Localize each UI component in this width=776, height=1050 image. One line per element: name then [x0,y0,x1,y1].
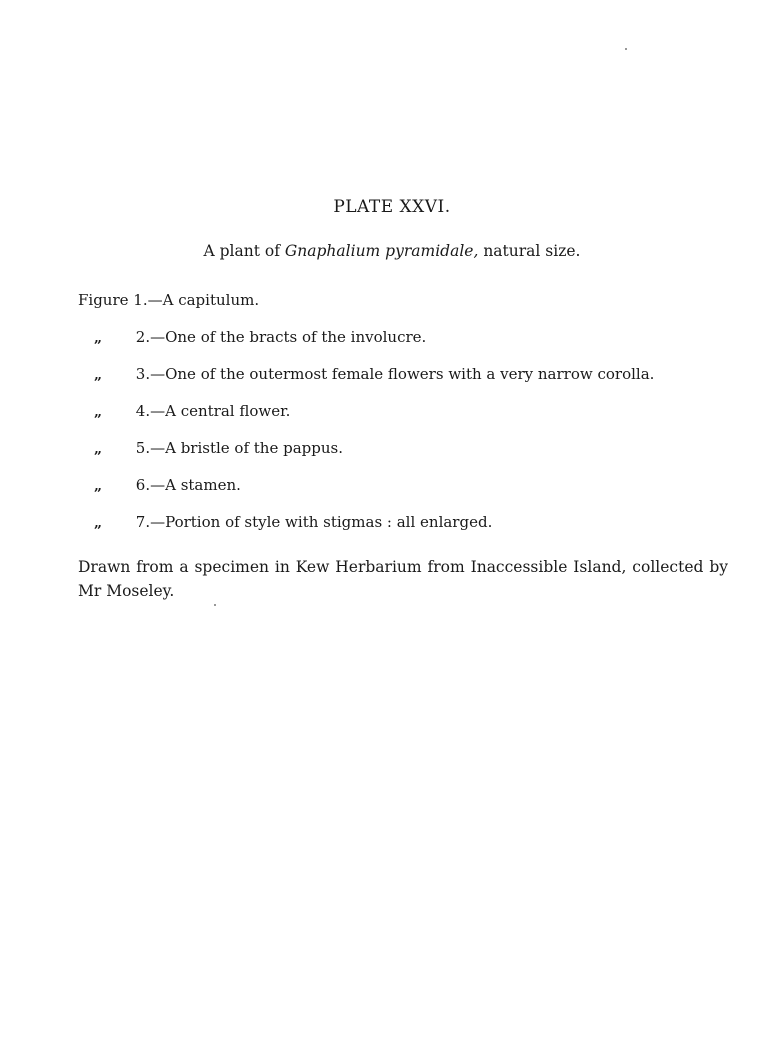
figure-line [78,475,738,512]
figure-text: 4.—A central flower. [135,402,291,420]
plate-title: PLATE XXVI. [333,197,451,217]
note-line-2: Mr Moseley. [78,582,175,600]
ditto-mark: „ [94,404,103,420]
page-speck [625,48,627,50]
ditto-mark: „ [94,478,103,494]
figure-line [78,364,738,401]
ditto-mark: „ [94,515,103,531]
ditto-mark: „ [94,441,103,457]
figure-line [78,327,738,364]
figure-text: 3.—One of the outermost female flowers with a very narrow corolla. [135,365,655,383]
figure-text: 2.—One of the bracts of the involucre. [135,328,427,346]
subtitle-prefix: A plant of [203,242,280,260]
ditto-mark: „ [94,330,103,346]
figure-line [78,401,738,438]
figure-line [78,512,738,549]
figure-text: 5.—A bristle of the pappus. [135,439,343,457]
page-speck [214,604,216,606]
figure-line [78,438,738,475]
figure-text: 1.—A capitulum. [133,291,260,309]
figure-text: 6.—A stamen. [135,476,241,494]
figure-legend-list [78,290,738,549]
figure-lead: Figure [78,291,129,309]
specimen-note [78,555,728,603]
ditto-mark: „ [94,367,103,383]
note-line-1: Drawn from a specimen in Kew Herbarium from Inaccessible Island, collected by [78,558,728,576]
figure-text: 7.—Portion of style with stigmas : all enlarged. [135,513,493,531]
figure-line [78,290,738,327]
plate-subtitle [0,242,776,260]
species-name: Gnaphalium pyramidale, [284,242,479,260]
subtitle-suffix: natural size. [483,242,581,260]
